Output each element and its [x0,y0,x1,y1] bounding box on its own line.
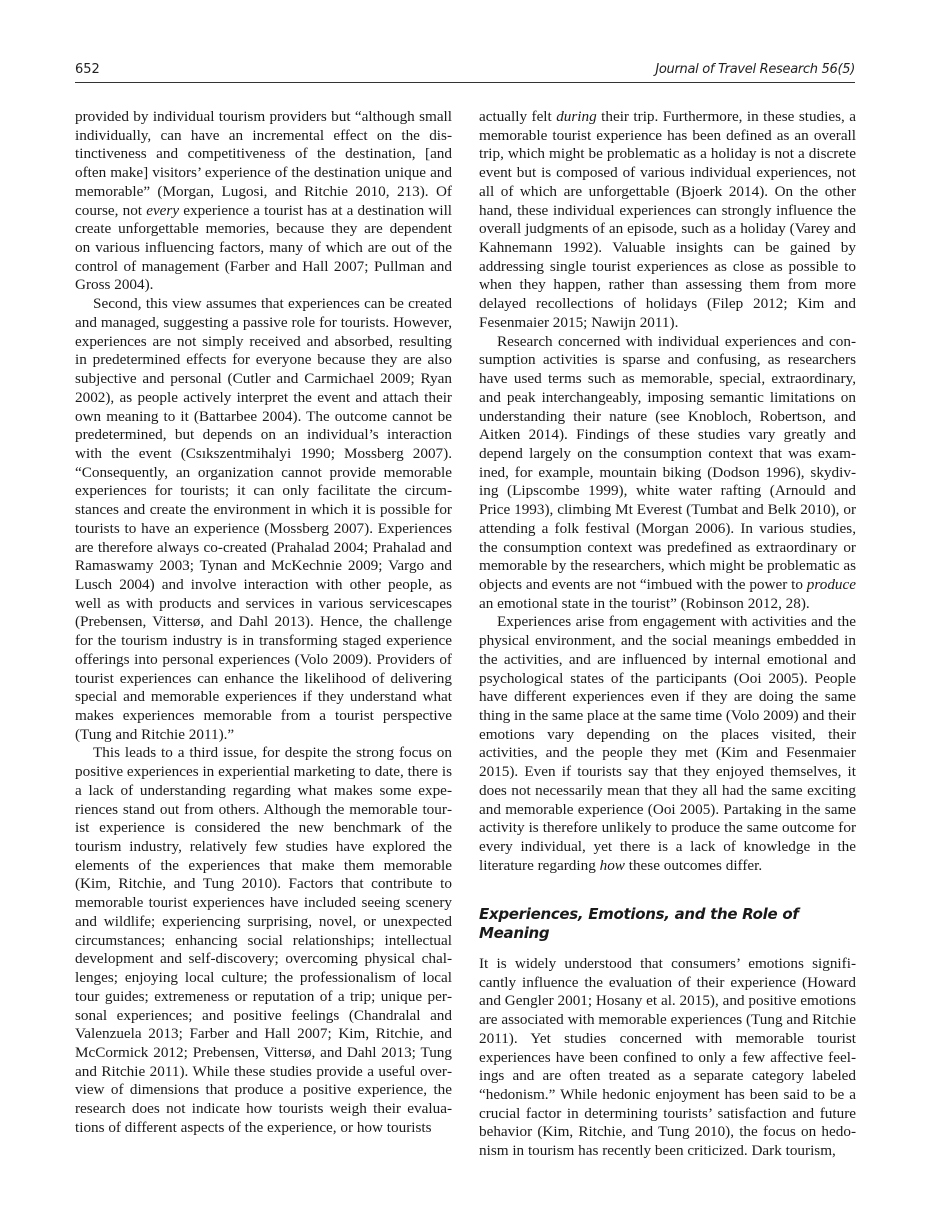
left-column [75,108,452,1138]
text-run: actually felt [479,108,557,125]
text-run: experience a tourist has at a destination will create unforgettable memories, because they are dependent on various influencing factors, many of which are out of the control of management (Farber and Hall 2007; Pullman and Gross 2004). [75,201,453,294]
paragraph [479,613,856,875]
paragraph: This leads to a third issue, for despite the strong focus on positive experiences in experiential marketing to date, there is a lack of understanding regarding what makes some experiences stand out from others. Although the memorable tourist experience is considered the new benchmark of the tourism industry, relatively few studies have explored the elements of the experiences that make them memorable (Kim, Ritchie, and Tung 2010). Factors that contribute to memorable tourist experiences have included seeing scenery and wildlife; experiencing surprising, novel, or unexpected circumstances; enhancing social relationships; intellectual development and self-discovery; overcoming physical challenges; enjoying local culture; the professionalism of local tour guides; extremeness or reputation of a trip; unique personal experiences; and positive feelings (Chandralal and Valenzuela 2013; Farber and Hall 2007; Kim, Ritchie, and McCormick 2012; Prebensen, Vittersø, and Dahl 2013; Tung and Ritchie 2011). While these studies provide a useful overview of dimensions that produce a positive experience, the research does not indicate how tourists weigh their evaluations of different aspects of the experience, or how tourists [75,744,452,1136]
text-run: Research concerned with individual experiences and consumption activities is sparse and confusing, as researchers have used terms such as memorable, special, extraordinary, and peak interchangeably, imposing semantic limitations on understanding their nature (see Knobloch, Robertson, and Aitken 2014). Findings of these studies vary greatly and depend largely on the consumption context that was examined, for example, mountain biking (Dodson 1996), skydiving (Lipscombe 1999), white water rafting (Arnould and Price 1993), climbing Mt Everest (Tumbat and Belk 2010), or attending a folk festival (Morgan 2006). In various studies, the consumption context was predefined as extraordinary or memorable by the researchers, which might be problematic as objects and events are not “imbued with the power to [479,332,856,593]
paragraph: Second, this view assumes that experiences can be created and managed, suggesting a passive role for tourists. However, experiences are not simply received and absorbed, resulting in predetermined effects for everyone because they are also subjective and personal (Cutler and Carmichael 2009; Ryan 2002), as people actively interpret the event and attach their own meaning to it (Battarbee 2004). The outcome cannot be predetermined, but depends on an individual’s interaction with the event (Csıkszentmihalyi 1990; Mossberg 2007). “Consequently, an organization cannot provide memorable experiences for tourists; it can only facilitate the circumstances and create the environment in which it is possible for tourists to have an experience (Mossberg 2007). Experiences are therefore always co-created (Prahalad 2004; Prahalad and Ramaswamy 2003; Tynan and McKechnie 2009; Vargo and Lusch 2004) and involve interaction with other people, as well as with products and services in various servicescapes (Prebensen, Vittersø, and Dahl 2013). Hence, the challenge for the tourism industry is in transforming staged experience offerings into personal experiences (Volo 2009). Providers of tourist experiences can enhance the likelihood of delivering special and memorable experiences if they understand what makes experiences memorable from a tourist perspective (Tung and Ritchie 2011).” [75,295,452,743]
paragraph [479,333,856,614]
paragraph [75,108,452,295]
text-run: these outcomes differ. [624,856,763,874]
section-heading: Experiences, Emotions, and the Role of Meaning [479,905,799,943]
paragraph [479,108,856,333]
emphasis-text: during [556,108,597,125]
emphasis-text: produce [806,575,856,593]
right-column [479,108,856,1161]
text-run: provided by individual tourism providers but “although small individually, can have an incremental effect on the distinctiveness and competitiveness of the destination, [and often make] visitors’ experience of the destination unique and memorable” (Morgan, Lugosi, and Ritchie 2010, 213). Of course, not [75,108,452,219]
running-header [75,62,855,83]
text-run: their trip. Furthermore, in these studies, a memorable tourist experience has been defined as an overall trip, which might be problematic as a holiday is not a discrete event but is composed of various individual experiences, not all of which are unforgettable (Bjoerk 2014). On the other hand, these individual experiences can strongly influence the overall judgments of an episode, such as a holiday (Varey and Kahnemann 1992). Valuable insights can be gained by addressing single tourist experiences as close as possible to when they happen, rather than assessing them from more delayed recollections of holidays (Filep 2012; Kim and Fesenmaier 2015; Nawijn 2011). [479,108,856,331]
page-number: 652 [75,62,100,77]
journal-title: Journal of Travel Research 56(5) [655,62,855,77]
text-run: Experiences arise from engagement with activities and the physical environment, and the social meanings embedded in the activities, and are influenced by internal emotional and psychological states of the participants (Ooi 2005). People have different experiences even if they are doing the same thing in the same place at the same time (Volo 2009) and their emotions vary depending on the places visited, their activities, and the people they met (Kim and Fesenmaier 2015). Even if tourists say that they enjoyed themselves, it does not necessarily mean that they all had the same exciting and memorable experience (Ooi 2005). Partaking in the same activity is therefore unlikely to produce the same outcome for every individual, yet there is a lack of knowledge in the literature regarding [479,613,856,874]
text-run: an emotional state in the tourist” (Robinson 2012, 28). [479,594,810,612]
paragraph: It is widely understood that consumers’ emotions significantly influence the evaluation of their experience (Howard and Gengler 2001; Hosany et al. 2015), and positive emotions are associated with memorable experiences (Tung and Ritchie 2011). Yet studies concerned with memorable tourist experiences have been confined to only a few affective feelings and are often treated as a separate category labeled “hedonism.” While hedonic enjoyment has been said to be a crucial factor in determining tourists’ satisfaction and future behavior (Kim, Ritchie, and Tung 2010), the focus on hedonism in tourism has recently been criticized. Dark tourism, [479,954,856,1160]
emphasis-text: how [599,856,625,874]
emphasis-text: every [146,201,180,219]
